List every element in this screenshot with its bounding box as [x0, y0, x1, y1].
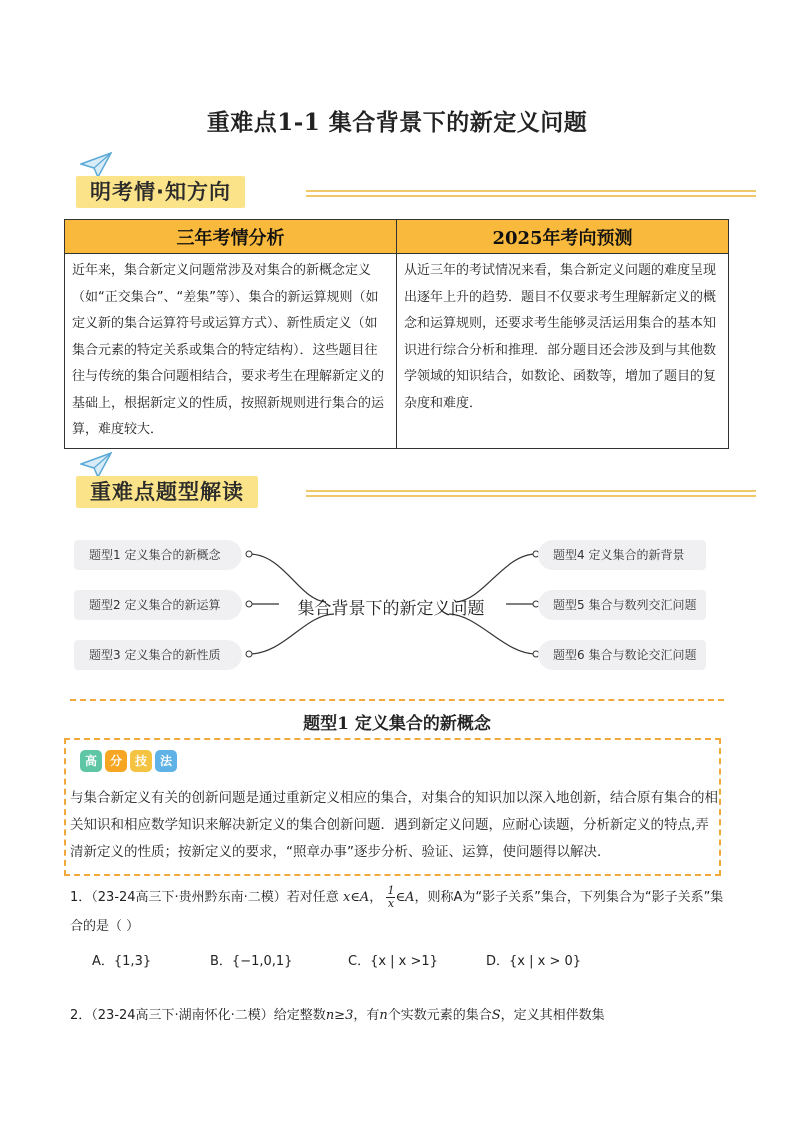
section-banner: [76, 476, 258, 508]
page-title: 重难点1-1 集合背景下的新定义问题: [206, 109, 588, 136]
badge-char: 技: [130, 750, 152, 772]
q2-text: 个实数元素的集合: [387, 1008, 492, 1023]
high-score-badges: [80, 750, 180, 772]
table-header-three-year: 三年考情分析: [65, 220, 397, 254]
mindmap-item-type1: 题型1 定义集合的新概念: [74, 540, 242, 570]
q2-math: S: [491, 1008, 501, 1023]
mindmap-item-type2: 题型2 定义集合的新运算: [74, 590, 242, 620]
method-text: 与集合新定义有关的创新问题是通过重新定义相应的集合，对集合的知识加以深入地创新，结合原有集合的相关知识和相应数学知识来解决新定义的集合创新问题．遇到新定义问题，应耐心读题，分析新定义的特点,弄清新定义的性质；按新定义的要求，“照章办事”逐步分析、验证、运算，使问题得以解决．: [70, 790, 718, 860]
table-header-forecast: 2025年考向预测: [397, 220, 729, 254]
q1-separator: ，: [369, 890, 383, 905]
frac-denominator: x: [387, 897, 395, 910]
q2-math: n≥3: [325, 1008, 354, 1023]
option-b[interactable]: B．{−1,0,1}: [210, 954, 293, 969]
mindmap-item-type4: 题型4 定义集合的新背景: [538, 540, 706, 570]
q2-math: n: [379, 1008, 388, 1023]
mindmap-center: 集合背景下的新定义问题: [297, 599, 485, 619]
badge-char: 分: [105, 750, 127, 772]
badge-char: 法: [155, 750, 177, 772]
section-heading: 重难点题型解读: [90, 480, 244, 504]
decorative-lines: [306, 490, 756, 498]
option-d[interactable]: D．{x | x > 0}: [486, 954, 582, 969]
badge-char: 高: [80, 750, 102, 772]
paper-plane-icon: [80, 452, 112, 478]
question-2: [70, 1004, 730, 1028]
type1-title: 题型1 定义集合的新概念: [303, 714, 491, 734]
option-a[interactable]: A．{1,3}: [92, 954, 152, 969]
q2-text: ，定义其相伴数集: [500, 1008, 605, 1023]
mindmap: [64, 530, 734, 680]
option-c[interactable]: C．{x | x >1}: [348, 954, 438, 969]
table-cell-analysis: 近年来，集合新定义问题常涉及对集合的新概念定义（如“正交集合”、“差集”等）、集合的新运算规则（如定义新的集合运算符号或运算方式）、新性质定义（如集合元素的特定关系或集合的特定结构）．这些题目往往与传统的集合问题相结合，要求考生在理解新定义的基础上，根据新定义的性质，按照新规则进行集合的运算，难度较大．: [65, 254, 397, 449]
q1-condition: x∈A: [342, 890, 370, 905]
section-heading: 明考情·知方向: [90, 180, 231, 204]
dashed-divider: [70, 699, 724, 701]
mindmap-item-type5: 题型5 集合与数列交汇问题: [538, 590, 706, 620]
section-header-exam-trends: [76, 152, 756, 212]
q1-prefix: 1．（23-24高三下·贵州黔东南·二模）若对任意: [70, 890, 339, 905]
q1-condition-2: ∈A: [395, 890, 415, 905]
mindmap-item-type6: 题型6 集合与数论交汇问题: [538, 640, 706, 670]
decorative-lines: [306, 190, 756, 198]
analysis-table: [64, 219, 729, 449]
section-header-question-types: [76, 452, 756, 512]
mindmap-item-type3: 题型3 定义集合的新性质: [74, 640, 242, 670]
q1-suffix: ，则称A为“影子关系”集合，下列集合为“影子关系”集合的是（ ）: [70, 890, 724, 934]
paper-plane-icon: [80, 152, 112, 178]
q2-text: ，有: [353, 1008, 380, 1023]
frac-numerator: 1: [387, 884, 395, 897]
section-banner: [76, 176, 245, 208]
table-cell-forecast: 从近三年的考试情况来看，集合新定义问题的难度呈现出逐年上升的趋势．题目不仅要求考生理解新定义的概念和运算规则，还要求考生能够灵活运用集合的基本知识进行综合分析和推理．部分题目还会涉及到与其他数学领域的知识结合，如数论、函数等，增加了题目的复杂度和难度．: [397, 254, 729, 449]
q2-text: 2．（23-24高三下·湖南怀化·二模）给定整数: [70, 1008, 326, 1023]
question-1: [70, 883, 730, 941]
